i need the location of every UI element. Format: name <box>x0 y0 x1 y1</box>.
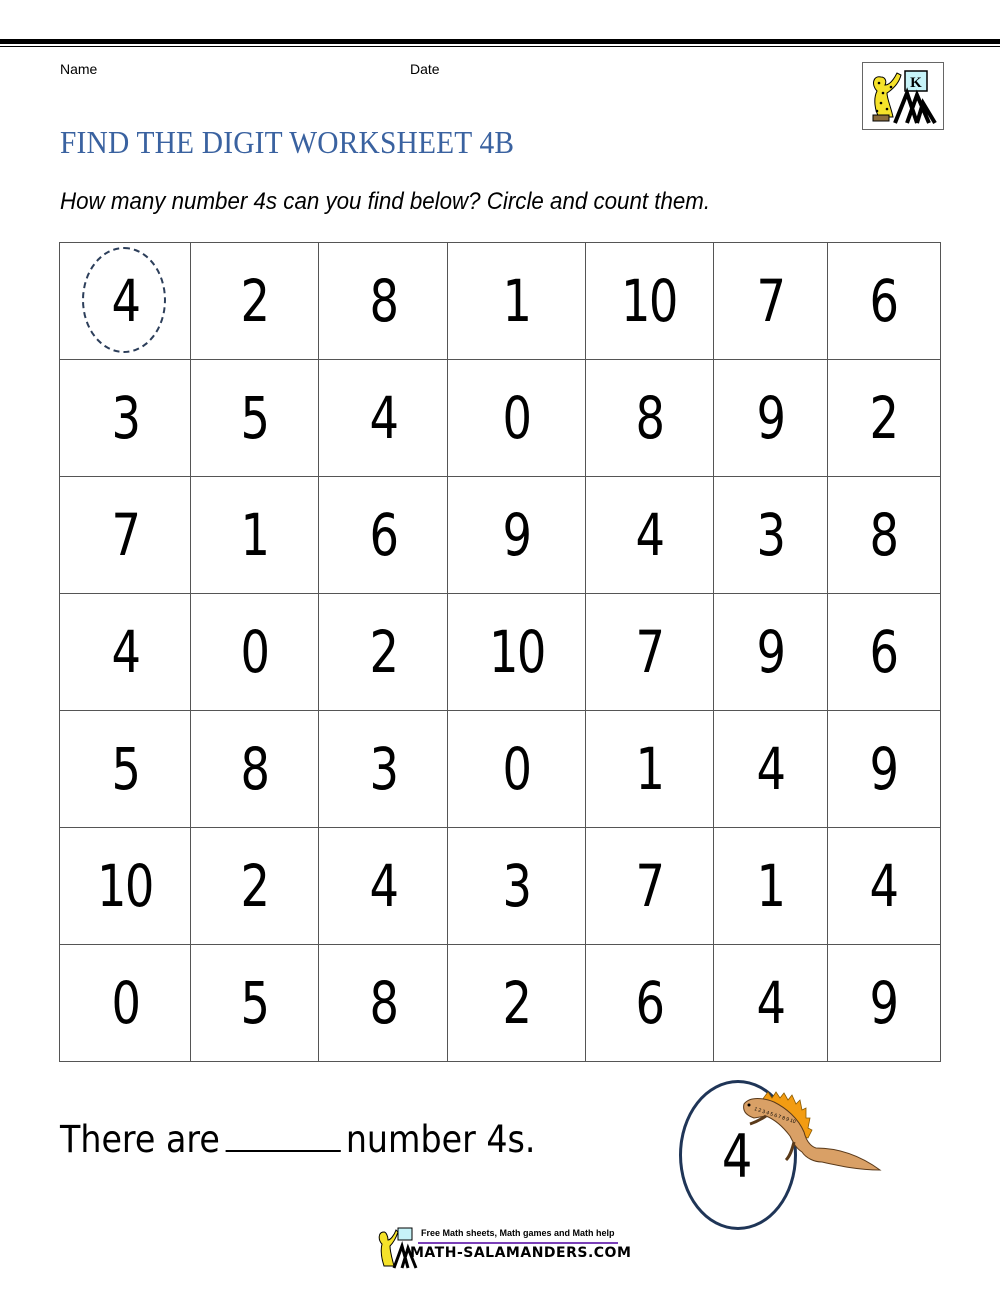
grid-digit: 8 <box>635 384 664 452</box>
grid-digit: 5 <box>240 384 269 452</box>
grid-digit: 4 <box>369 384 398 452</box>
grid-cell[interactable] <box>713 360 827 477</box>
grid-digit: 2 <box>369 618 398 686</box>
grid-cell[interactable] <box>60 243 191 360</box>
grid-row <box>60 243 941 360</box>
grid-cell[interactable] <box>448 945 585 1062</box>
grid-cell[interactable] <box>827 711 940 828</box>
grid-cell[interactable] <box>448 711 585 828</box>
grid-digit: 6 <box>869 267 898 335</box>
grid-digit: 9 <box>502 501 531 569</box>
grid-digit: 4 <box>756 969 785 1037</box>
date-label: Date <box>410 61 440 77</box>
grid-digit: 10 <box>488 618 545 686</box>
grid-cell[interactable] <box>713 945 827 1062</box>
grid-digit: 7 <box>111 501 140 569</box>
svg-text:K: K <box>910 75 922 91</box>
grid-digit: 0 <box>111 969 140 1037</box>
grid-digit: 6 <box>369 501 398 569</box>
grid-cell[interactable] <box>585 828 713 945</box>
grid-digit: 0 <box>240 618 269 686</box>
grid-cell[interactable] <box>319 828 448 945</box>
grid-cell[interactable] <box>191 477 319 594</box>
grid-digit: 7 <box>635 852 664 920</box>
grid-digit: 4 <box>869 852 898 920</box>
grid-digit: 8 <box>369 969 398 1037</box>
grid-row <box>60 828 941 945</box>
answer-sentence <box>60 1118 535 1161</box>
grid-cell[interactable] <box>448 828 585 945</box>
grid-cell[interactable] <box>191 360 319 477</box>
grid-digit: 3 <box>502 852 531 920</box>
answer-prefix: There are <box>60 1118 220 1161</box>
grid-digit: 9 <box>869 969 898 1037</box>
grid-digit: 8 <box>369 267 398 335</box>
grid-digit: 5 <box>111 735 140 803</box>
grid-cell[interactable] <box>319 711 448 828</box>
grid-cell[interactable] <box>60 828 191 945</box>
grid-cell[interactable] <box>448 360 585 477</box>
grid-cell[interactable] <box>827 477 940 594</box>
grid-cell[interactable] <box>713 711 827 828</box>
grid-cell[interactable] <box>713 828 827 945</box>
grid-cell[interactable] <box>191 711 319 828</box>
grid-cell[interactable] <box>585 360 713 477</box>
grid-digit: 3 <box>756 501 785 569</box>
grid-digit: 9 <box>756 384 785 452</box>
grid-cell[interactable] <box>585 945 713 1062</box>
salamander-easel-icon <box>863 63 943 129</box>
grid-row <box>60 477 941 594</box>
grid-cell[interactable] <box>319 243 448 360</box>
grid-row <box>60 360 941 477</box>
grid-digit: 1 <box>502 267 531 335</box>
salamander-illustration-icon <box>740 1090 890 1200</box>
grid-cell[interactable] <box>448 243 585 360</box>
grid-digit: 2 <box>240 267 269 335</box>
grid-digit: 4 <box>369 852 398 920</box>
footer-divider <box>418 1242 618 1244</box>
grid-cell[interactable] <box>713 243 827 360</box>
grid-cell[interactable] <box>191 594 319 711</box>
grid-digit: 1 <box>756 852 785 920</box>
svg-text:1 2 3 4 5 6 7 8 9 10: 1 2 3 4 5 6 7 8 9 10 <box>753 1106 797 1126</box>
grid-digit: 9 <box>869 735 898 803</box>
grid-cell[interactable] <box>448 477 585 594</box>
grid-cell[interactable] <box>60 594 191 711</box>
grid-cell[interactable] <box>60 477 191 594</box>
grid-cell[interactable] <box>448 594 585 711</box>
grid-digit: 2 <box>502 969 531 1037</box>
instruction-text: How many number 4s can you find below? Circle and count them. <box>60 188 711 215</box>
grid-cell[interactable] <box>827 828 940 945</box>
grid-cell[interactable] <box>585 243 713 360</box>
grid-cell[interactable] <box>585 594 713 711</box>
name-label: Name <box>60 61 98 77</box>
grid-digit: 5 <box>240 969 269 1037</box>
grid-cell[interactable] <box>191 243 319 360</box>
grid-digit: 6 <box>869 618 898 686</box>
footer-tagline: Free Math sheets, Math games and Math help <box>421 1228 615 1238</box>
illustration-digit: 4 <box>721 1122 753 1192</box>
grid-cell[interactable] <box>319 360 448 477</box>
grid-row <box>60 594 941 711</box>
grid-cell[interactable] <box>60 945 191 1062</box>
grid-cell[interactable] <box>191 828 319 945</box>
grid-digit: 7 <box>635 618 664 686</box>
header-rule-thick <box>0 39 1000 44</box>
grid-cell[interactable] <box>713 477 827 594</box>
page-title: FIND THE DIGIT WORKSHEET 4B <box>60 124 515 160</box>
grid-row <box>60 711 941 828</box>
salamander-logo <box>862 62 944 130</box>
grid-digit: 4 <box>635 501 664 569</box>
grid-cell[interactable] <box>585 477 713 594</box>
grid-row <box>60 945 941 1062</box>
grid-digit: 2 <box>240 852 269 920</box>
grid-cell[interactable] <box>827 594 940 711</box>
grid-cell[interactable] <box>827 243 940 360</box>
grid-cell[interactable] <box>319 477 448 594</box>
grid-digit: 4 <box>111 267 140 335</box>
grid-digit: 1 <box>240 501 269 569</box>
grid-cell[interactable] <box>319 945 448 1062</box>
grid-cell[interactable] <box>713 594 827 711</box>
grid-digit: 2 <box>869 384 898 452</box>
grid-digit: 10 <box>621 267 678 335</box>
grid-digit: 4 <box>756 735 785 803</box>
grid-cell[interactable] <box>191 945 319 1062</box>
grid-cell[interactable] <box>827 945 940 1062</box>
answer-suffix: number 4s. <box>345 1118 536 1161</box>
grid-digit: 0 <box>502 384 531 452</box>
grid-digit: 9 <box>756 618 785 686</box>
grid-digit: 3 <box>369 735 398 803</box>
grid-cell[interactable] <box>585 711 713 828</box>
grid-cell[interactable] <box>319 594 448 711</box>
grid-digit: 1 <box>635 735 664 803</box>
grid-digit: 3 <box>111 384 140 452</box>
answer-blank[interactable] <box>225 1120 340 1152</box>
grid-digit: 4 <box>111 618 140 686</box>
header-rule-thin <box>0 46 1000 47</box>
grid-digit: 8 <box>869 501 898 569</box>
grid-digit: 0 <box>502 735 531 803</box>
grid-cell[interactable] <box>60 360 191 477</box>
grid-cell[interactable] <box>60 711 191 828</box>
digit-grid <box>59 242 941 1062</box>
footer-brand-link[interactable]: MATH-SALAMANDERS.COM <box>410 1245 632 1261</box>
grid-digit: 10 <box>97 852 153 920</box>
grid-cell[interactable] <box>827 360 940 477</box>
grid-digit: 7 <box>756 267 785 335</box>
grid-digit: 6 <box>635 969 664 1037</box>
grid-digit: 8 <box>240 735 269 803</box>
